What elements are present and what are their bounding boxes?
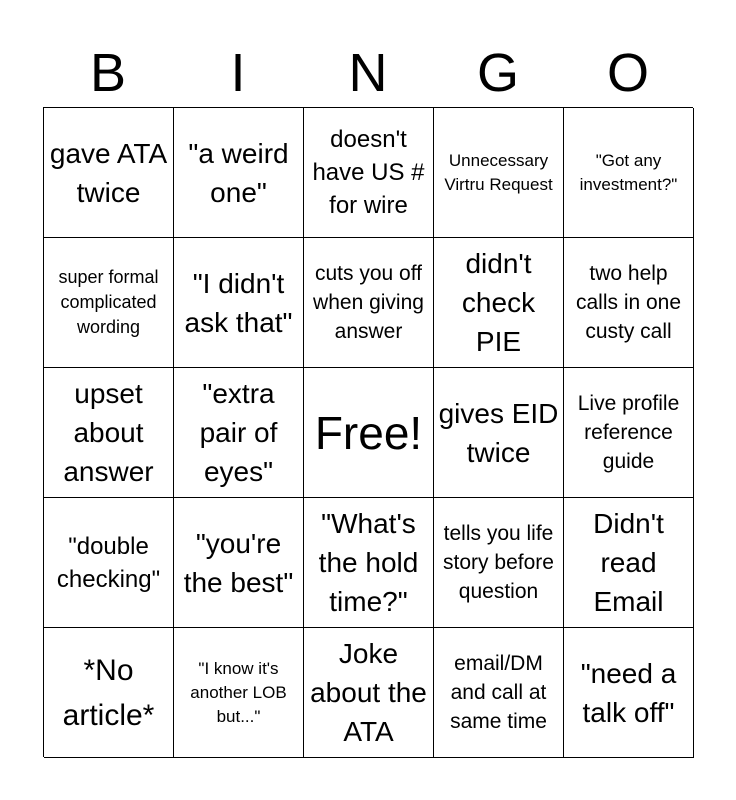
bingo-cell[interactable] (44, 108, 174, 238)
cell-text: cuts you off when giving answer (313, 262, 424, 343)
cell-text: "a weird one" (188, 137, 289, 208)
bingo-cell[interactable] (564, 108, 694, 238)
cell-text: *No article* (62, 653, 155, 732)
header-letter-b: B (89, 43, 127, 103)
bingo-cell[interactable] (44, 368, 174, 498)
bingo-cell[interactable] (564, 368, 694, 498)
bingo-cell[interactable] (304, 238, 434, 368)
cell-text: "I didn't ask that" (184, 267, 293, 338)
cell-text: super formal complicated wording (58, 267, 159, 337)
bingo-cell[interactable] (174, 498, 304, 628)
bingo-cell[interactable] (564, 498, 694, 628)
bingo-cell[interactable] (174, 368, 304, 498)
cell-text: Unnecessary Virtru Request (444, 150, 553, 194)
cell-text: didn't check PIE (461, 248, 536, 357)
cell-text: "What's the hold time?" (318, 508, 419, 617)
cell-text: "Got any investment?" (579, 150, 678, 194)
bingo-cell[interactable] (434, 108, 564, 238)
cell-text: "double checking" (56, 532, 161, 593)
header-letter-o: O (606, 43, 649, 103)
cell-text: tells you life story before question (443, 522, 554, 603)
bingo-cell[interactable] (174, 108, 304, 238)
bingo-cell[interactable] (434, 238, 564, 368)
header-letter-g: G (476, 43, 519, 103)
cell-text: Live profile reference guide (577, 392, 680, 473)
bingo-cell[interactable] (44, 628, 174, 758)
bingo-cell[interactable] (434, 498, 564, 628)
free-space-cell[interactable] (304, 368, 434, 498)
bingo-cell[interactable] (44, 238, 174, 368)
free-space-text: Free! (314, 406, 423, 459)
bingo-cell[interactable] (174, 628, 304, 758)
cell-text: Didn't read Email (593, 508, 664, 617)
bingo-cell[interactable] (564, 628, 694, 758)
cell-text: "extra pair of eyes" (199, 378, 278, 487)
cell-text: doesn't have US # for wire (312, 126, 425, 219)
bingo-cell[interactable] (304, 108, 434, 238)
bingo-cell[interactable] (304, 628, 434, 758)
bingo-cell[interactable] (174, 238, 304, 368)
bingo-cell[interactable] (304, 498, 434, 628)
header-letter-n: N (348, 43, 388, 103)
cell-text: upset about answer (63, 378, 154, 487)
cell-text: "need a talk off" (580, 657, 677, 728)
header-letter-i: I (230, 43, 246, 103)
cell-text: two help calls in one custy call (575, 262, 682, 343)
bingo-cell[interactable] (44, 498, 174, 628)
cell-text: gives EID twice (438, 397, 559, 468)
bingo-cell[interactable] (564, 238, 694, 368)
cell-text: gave ATA twice (49, 137, 168, 208)
bingo-cell[interactable] (434, 628, 564, 758)
cell-text: "I know it's another LOB but..." (190, 658, 287, 726)
bingo-cell[interactable] (434, 368, 564, 498)
cell-text: email/DM and call at same time (450, 652, 547, 733)
cell-text: Joke about the ATA (310, 638, 427, 747)
bingo-board (43, 107, 693, 757)
bingo-header (43, 40, 693, 106)
cell-text: "you're the best" (183, 527, 294, 598)
